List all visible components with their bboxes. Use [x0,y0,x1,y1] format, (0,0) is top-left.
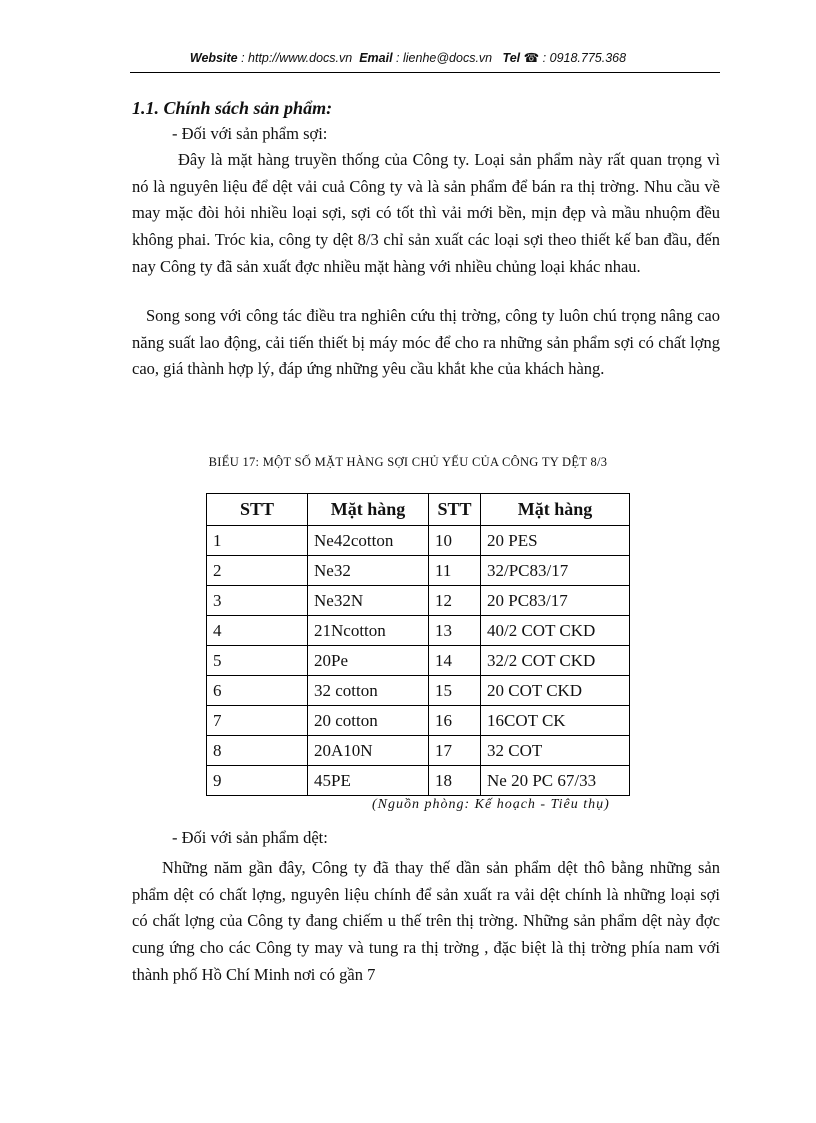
product-cell: 20 cotton [308,706,429,736]
product-cell: Ne32N [308,586,429,616]
table-source: (Nguồn phòng: Kế hoạch - Tiêu thụ) [372,797,610,812]
yarn-paragraph-1-text: Đây là mặt hàng truyền thống của Công ty. Loại sản phẩm này rất quan trọng vì nó là nguyên liệu để dệt vải cuả Công ty và là sản phẩm để bán ra thị trờng. Nhu cầu về may mặc đòi hỏi nhiều loại sợi, sợi có tốt thì vải mới bền, mịn đẹp và mầu nhuộm đều không phai. Tróc kia, công ty dệt 8/3 chỉ sản xuất các loại sợi theo thiết kế ban đầu, đến nay Công ty đã sản xuất đợc nhiều mặt hàng với nhiều chủng loại khác nhau. [132,150,720,276]
header-stt-2: STT [429,494,481,526]
stt-cell: 5 [207,646,308,676]
yarn-paragraph-1 [132,147,720,281]
stt-cell: 10 [429,526,481,556]
product-cell: 40/2 COT CKD [481,616,630,646]
stt-cell: 9 [207,766,308,796]
table-caption: BIỂU 17: MỘT SỐ MẶT HÀNG SỢI CHỦ YẾU CỦA CÔNG TY DỆT 8/3 [208,455,608,469]
product-cell: 32 cotton [308,676,429,706]
weave-paragraph-text: Những năm gần đây, Công ty đã thay thế dần sản phẩm dệt thô bằng những sản phẩm dệt có chất lợng, nguyên liệu chính để sản xuất ra vải dệt chính là những loại sợi có chất lợng của Công ty đang chiếm u thế trên thị trờng. Những sản phẩm dệt này đợc cung ứng cho các Công ty may và tung ra thị trờng , đặc biệt là thị trờng phía nam với thành phố Hồ Chí Minh nơi có gần 7 [132,858,720,984]
table-row [207,646,630,676]
product-cell: 20A10N [308,736,429,766]
stt-cell: 11 [429,556,481,586]
stt-cell: 13 [429,616,481,646]
tel-label: Tel ☎ [502,51,540,65]
website-label: Website [189,51,238,65]
stt-cell: 2 [207,556,308,586]
product-cell: Ne32 [308,556,429,586]
header-product-2: Mặt hàng [481,494,630,526]
section-heading: 1.1. Chính sách sản phẩm: [132,98,333,118]
yarn-products-table [206,493,630,796]
email-address[interactable]: : lienhe@docs.vn [396,51,493,65]
yarn-subheading: - Đối với sản phẩm sợi: [172,124,328,143]
product-cell: 21Ncotton [308,616,429,646]
header-stt-1: STT [207,494,308,526]
product-cell: 20Pe [308,646,429,676]
table-row [207,736,630,766]
stt-cell: 15 [429,676,481,706]
weave-subheading: - Đối với sản phẩm dệt: [172,828,328,847]
header-divider [130,72,720,73]
stt-cell: 14 [429,646,481,676]
weave-paragraph [132,855,720,989]
stt-cell: 3 [207,586,308,616]
table-header-row [207,494,630,526]
stt-cell: 7 [207,706,308,736]
tel-number: : 0918.775.368 [542,51,627,65]
product-cell: 32 COT [481,736,630,766]
table-row [207,616,630,646]
product-cell: Ne42cotton [308,526,429,556]
yarn-paragraph-2-text: Song song với công tác điều tra nghiên cứu thị trờng, công ty luôn chú trọng nâng cao năng suất lao động, cải tiến thiết bị máy móc để cho ra những sản phẩm sợi có chất lợng cao, giá thành hợp lý, đáp ứng những yêu cầu khắt khe của khách hàng. [132,306,720,379]
product-cell: 32/2 COT CKD [481,646,630,676]
table-row [207,526,630,556]
yarn-paragraph-2 [132,303,720,383]
stt-cell: 18 [429,766,481,796]
stt-cell: 8 [207,736,308,766]
email-label: Email [359,51,393,65]
product-cell: 20 PES [481,526,630,556]
product-cell: 20 PC83/17 [481,586,630,616]
stt-cell: 4 [207,616,308,646]
stt-cell: 17 [429,736,481,766]
table-row [207,586,630,616]
product-cell: 32/PC83/17 [481,556,630,586]
product-cell: 20 COT CKD [481,676,630,706]
table-row [207,676,630,706]
product-cell: 16COT CK [481,706,630,736]
stt-cell: 12 [429,586,481,616]
product-cell: Ne 20 PC 67/33 [481,766,630,796]
stt-cell: 16 [429,706,481,736]
website-url[interactable]: : http://www.docs.vn [241,51,353,65]
header-product-1: Mặt hàng [308,494,429,526]
table-row [207,766,630,796]
page-header [0,50,816,65]
stt-cell: 1 [207,526,308,556]
table-row [207,556,630,586]
table-row [207,706,630,736]
stt-cell: 6 [207,676,308,706]
product-cell: 45PE [308,766,429,796]
